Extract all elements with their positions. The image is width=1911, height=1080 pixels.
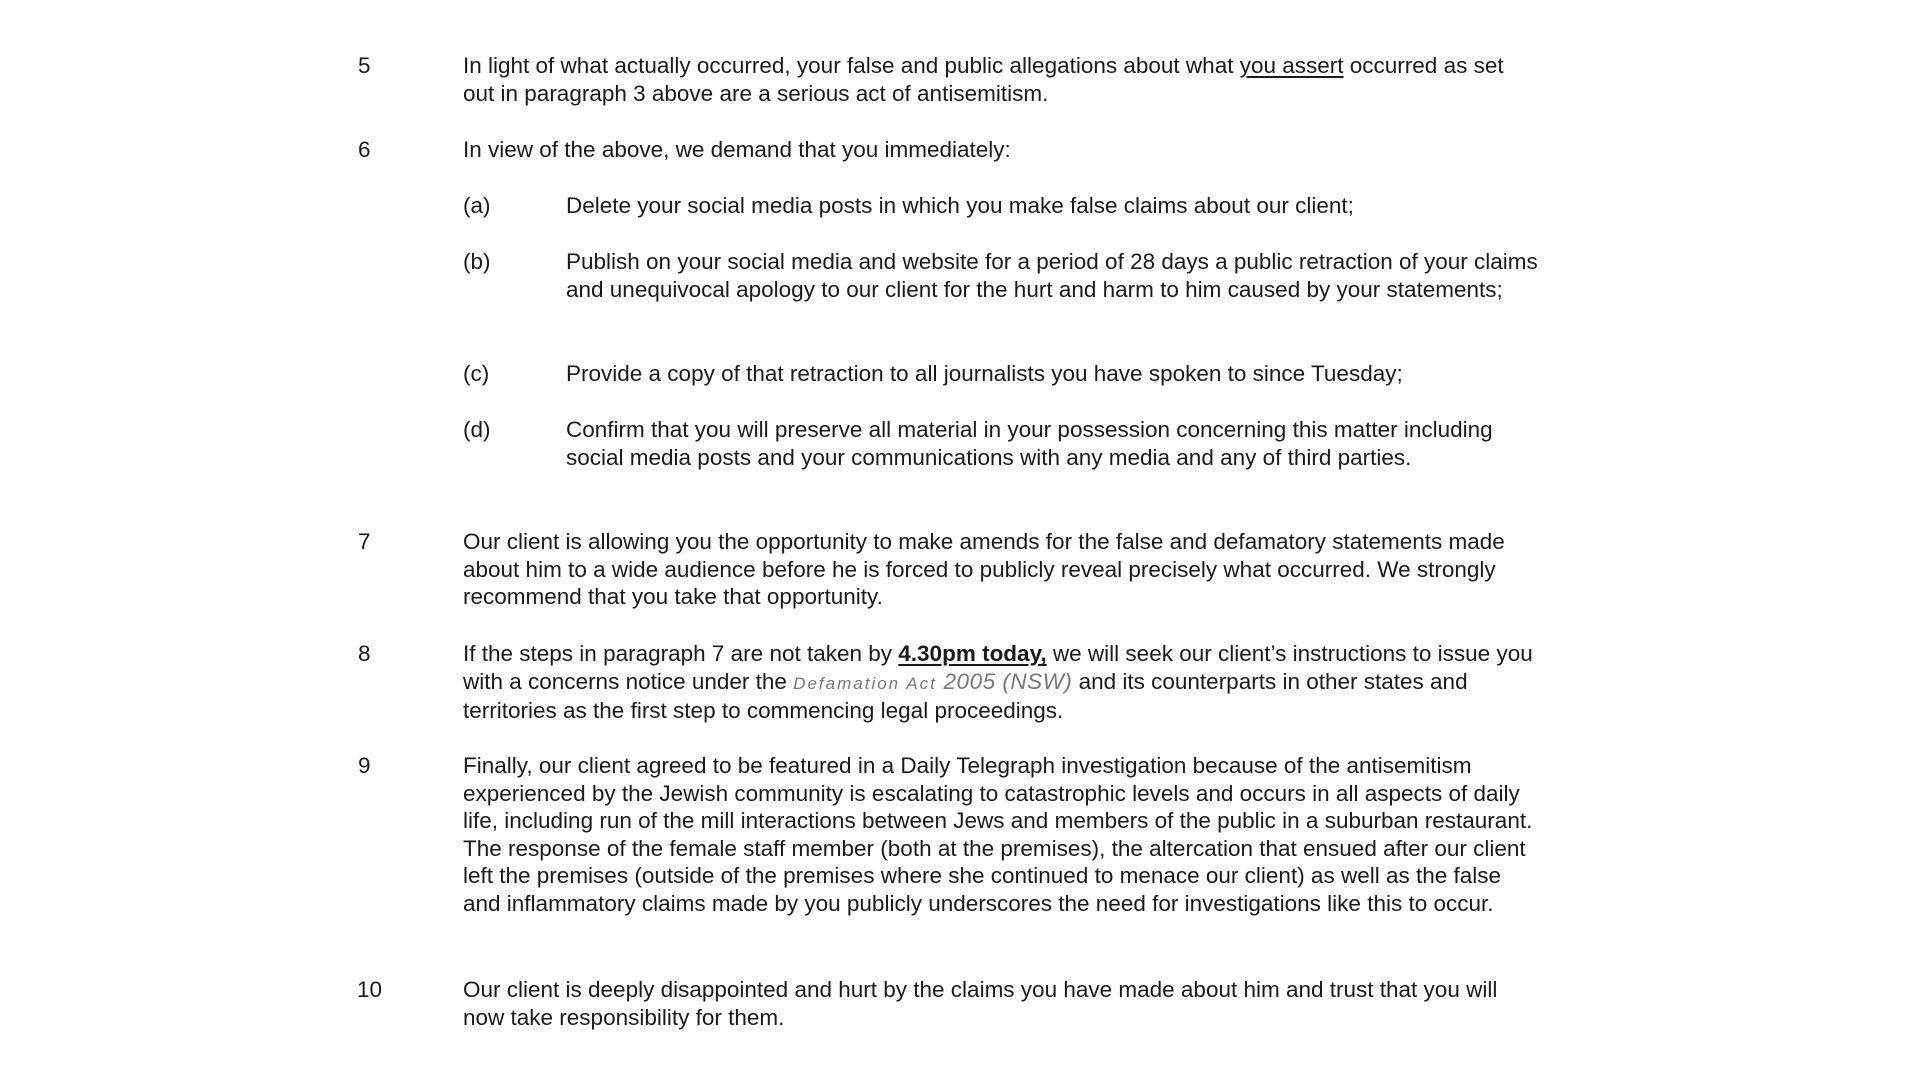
paragraph-text: If the steps in paragraph 7 are not taken by 4.30pm today, we will seek our client’s instructions to issue you with a concerns notice under the Defamation Act 2005 (NSW) and its counterparts in other states and territories as the first step to commencing legal proceedings.: [463, 641, 1533, 724]
paragraph-text: Finally, our client agreed to be featured in a Daily Telegraph investigation because of the antisemitism experienced by the Jewish community is escalating to catastrophic levels and occurs in all aspects of daily life, including run of the mill interactions between Jews and members of the public in a suburban restaurant. The response of the female staff member (both at the premises), the altercation that ensued after our client left the premises (outside of the premises where she continued to menace our client) as well as the false and inflammatory claims made by you publicly underscores the need for investigations like this to occur.: [463, 753, 1533, 916]
underlined-phrase: you assert: [1239, 53, 1344, 78]
list-item-label: (a): [463, 193, 491, 218]
list-item-text: Provide a copy of that retraction to all journalists you have spoken to since Tuesday;: [566, 361, 1403, 386]
paragraph-number: 6: [358, 137, 371, 162]
list-item-label: (d): [463, 417, 491, 442]
list-item-text: Delete your social media posts in which you make false claims about our client;: [566, 193, 1354, 218]
paragraph-number: 8: [358, 641, 371, 666]
deadline: 4.30pm today,: [898, 641, 1047, 666]
paragraph-number: 7: [358, 529, 371, 554]
paragraph-text: In light of what actually occurred, your false and public allegations about what you assert occurred as set out in paragraph 3 above are a serious act of antisemitism.: [463, 53, 1504, 106]
paragraph-number: 10: [357, 977, 383, 1002]
list-item-label: (b): [463, 249, 491, 274]
paragraph-text: Our client is deeply disappointed and hurt by the claims you have made about him and trust that you will now take responsibility for them.: [463, 977, 1498, 1030]
act-citation: Defamation Act 2005 (NSW): [793, 668, 1073, 694]
paragraph-number: 9: [358, 753, 371, 778]
list-item-text: Publish on your social media and website for a period of 28 days a public retraction of your claims and unequivocal apology to our client for the hurt and harm to him caused by your statements;: [566, 249, 1538, 302]
paragraph-text: Our client is allowing you the opportunity to make amends for the false and defamatory statements made about him to a wide audience before he is forced to publicly reveal precisely what occurred. We strongly recommend that you take that opportunity.: [463, 529, 1505, 610]
paragraph-text: In view of the above, we demand that you immediately:: [463, 137, 1011, 162]
paragraph-number: 5: [358, 53, 371, 78]
list-item-label: (c): [463, 361, 490, 386]
list-item-text: Confirm that you will preserve all material in your possession concerning this matter including social media posts and your communications with any media and any of third parties.: [566, 417, 1493, 470]
